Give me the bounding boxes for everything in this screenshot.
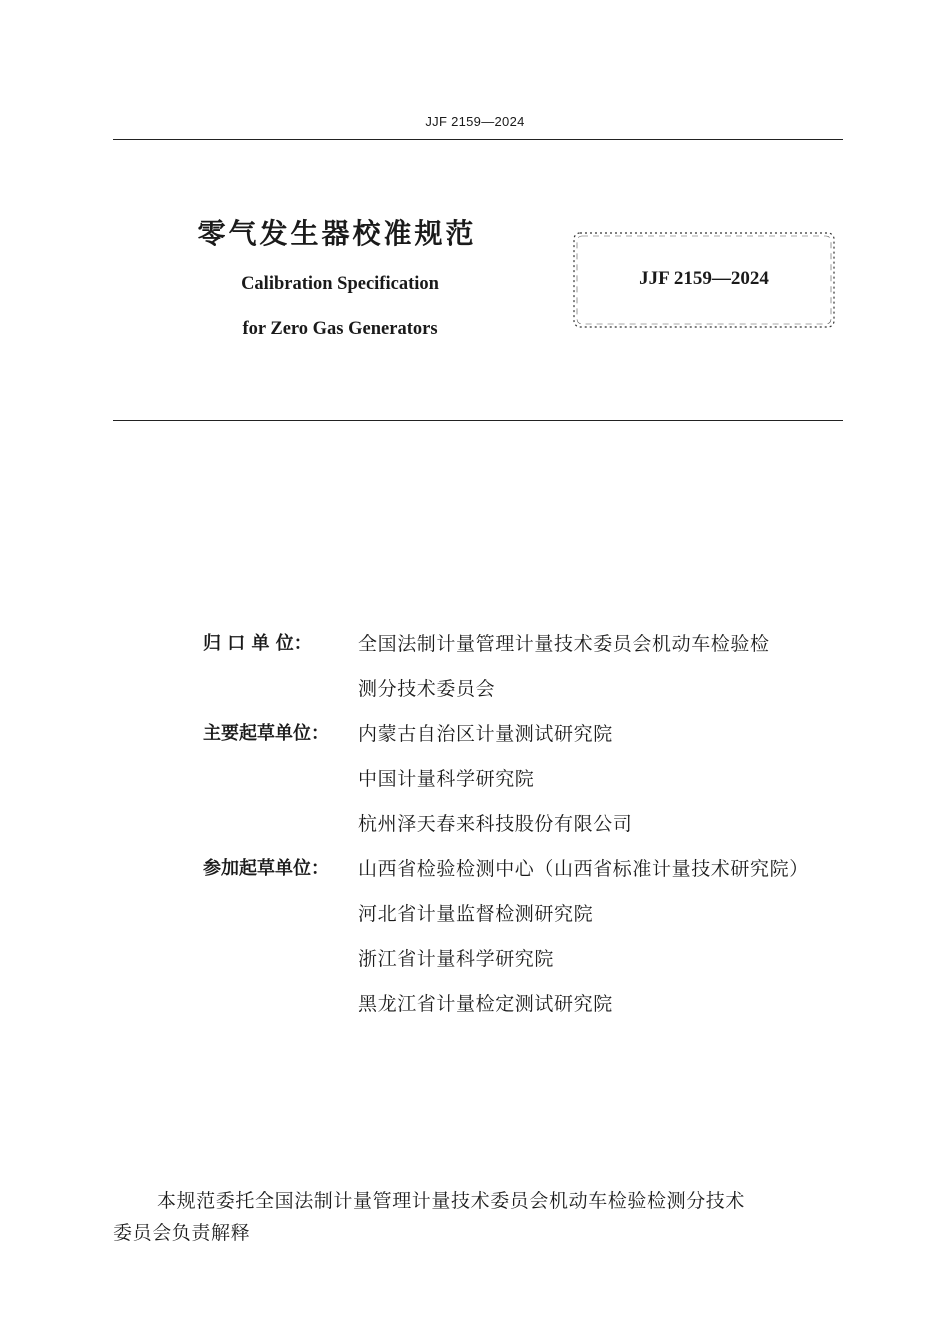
main-drafting-row (0, 716, 950, 761)
running-header-code: JJF 2159—2024 (425, 114, 525, 129)
header-rule (113, 139, 843, 140)
main-drafting-row (0, 761, 950, 806)
interpretation-note-line2: 委员会负责解释 (113, 1222, 251, 1244)
participating-label: 参加起草单位： (203, 858, 329, 879)
interpretation-note-line1: 本规范委托全国法制计量管理计量技术委员会机动车检验检测分技术 (157, 1190, 746, 1212)
standard-code-box (571, 230, 837, 330)
participating-unit: 山西省检验检测中心（山西省标准计量技术研究院） (358, 858, 809, 880)
participating-row (0, 986, 950, 1031)
participating-row (0, 851, 950, 896)
participating-unit: 浙江省计量科学研究院 (358, 948, 555, 970)
main-drafting-row (0, 806, 950, 851)
title-english-line2: for Zero Gas Generators (242, 319, 438, 339)
participating-row (0, 896, 950, 941)
title-block (170, 212, 510, 352)
main-drafting-unit: 内蒙古自治区计量测试研究院 (358, 723, 613, 745)
interpretation-note (113, 1185, 848, 1249)
governing-unit-label: 归 口 单 位： (203, 633, 312, 654)
main-drafting-unit: 中国计量科学研究院 (358, 768, 535, 790)
governing-unit-value: 全国法制计量管理计量技术委员会机动车检验检 (358, 633, 770, 655)
main-drafting-unit: 杭州泽天春来科技股份有限公司 (358, 813, 633, 835)
participating-unit: 河北省计量监督检测研究院 (358, 903, 594, 925)
title-rule (113, 420, 843, 421)
standard-code: JJF 2159—2024 (639, 268, 769, 289)
governing-unit-row (0, 626, 950, 671)
governing-unit-value-cont: 测分技术委员会 (358, 678, 496, 700)
drafting-units (0, 626, 950, 1031)
governing-unit-row-cont (0, 671, 950, 716)
main-drafting-label: 主要起草单位： (203, 723, 329, 744)
title-chinese: 零气发生器校准规范 (197, 217, 477, 250)
participating-unit: 黑龙江省计量检定测试研究院 (358, 993, 613, 1015)
participating-row (0, 941, 950, 986)
title-english-line1: Calibration Specification (241, 274, 439, 294)
